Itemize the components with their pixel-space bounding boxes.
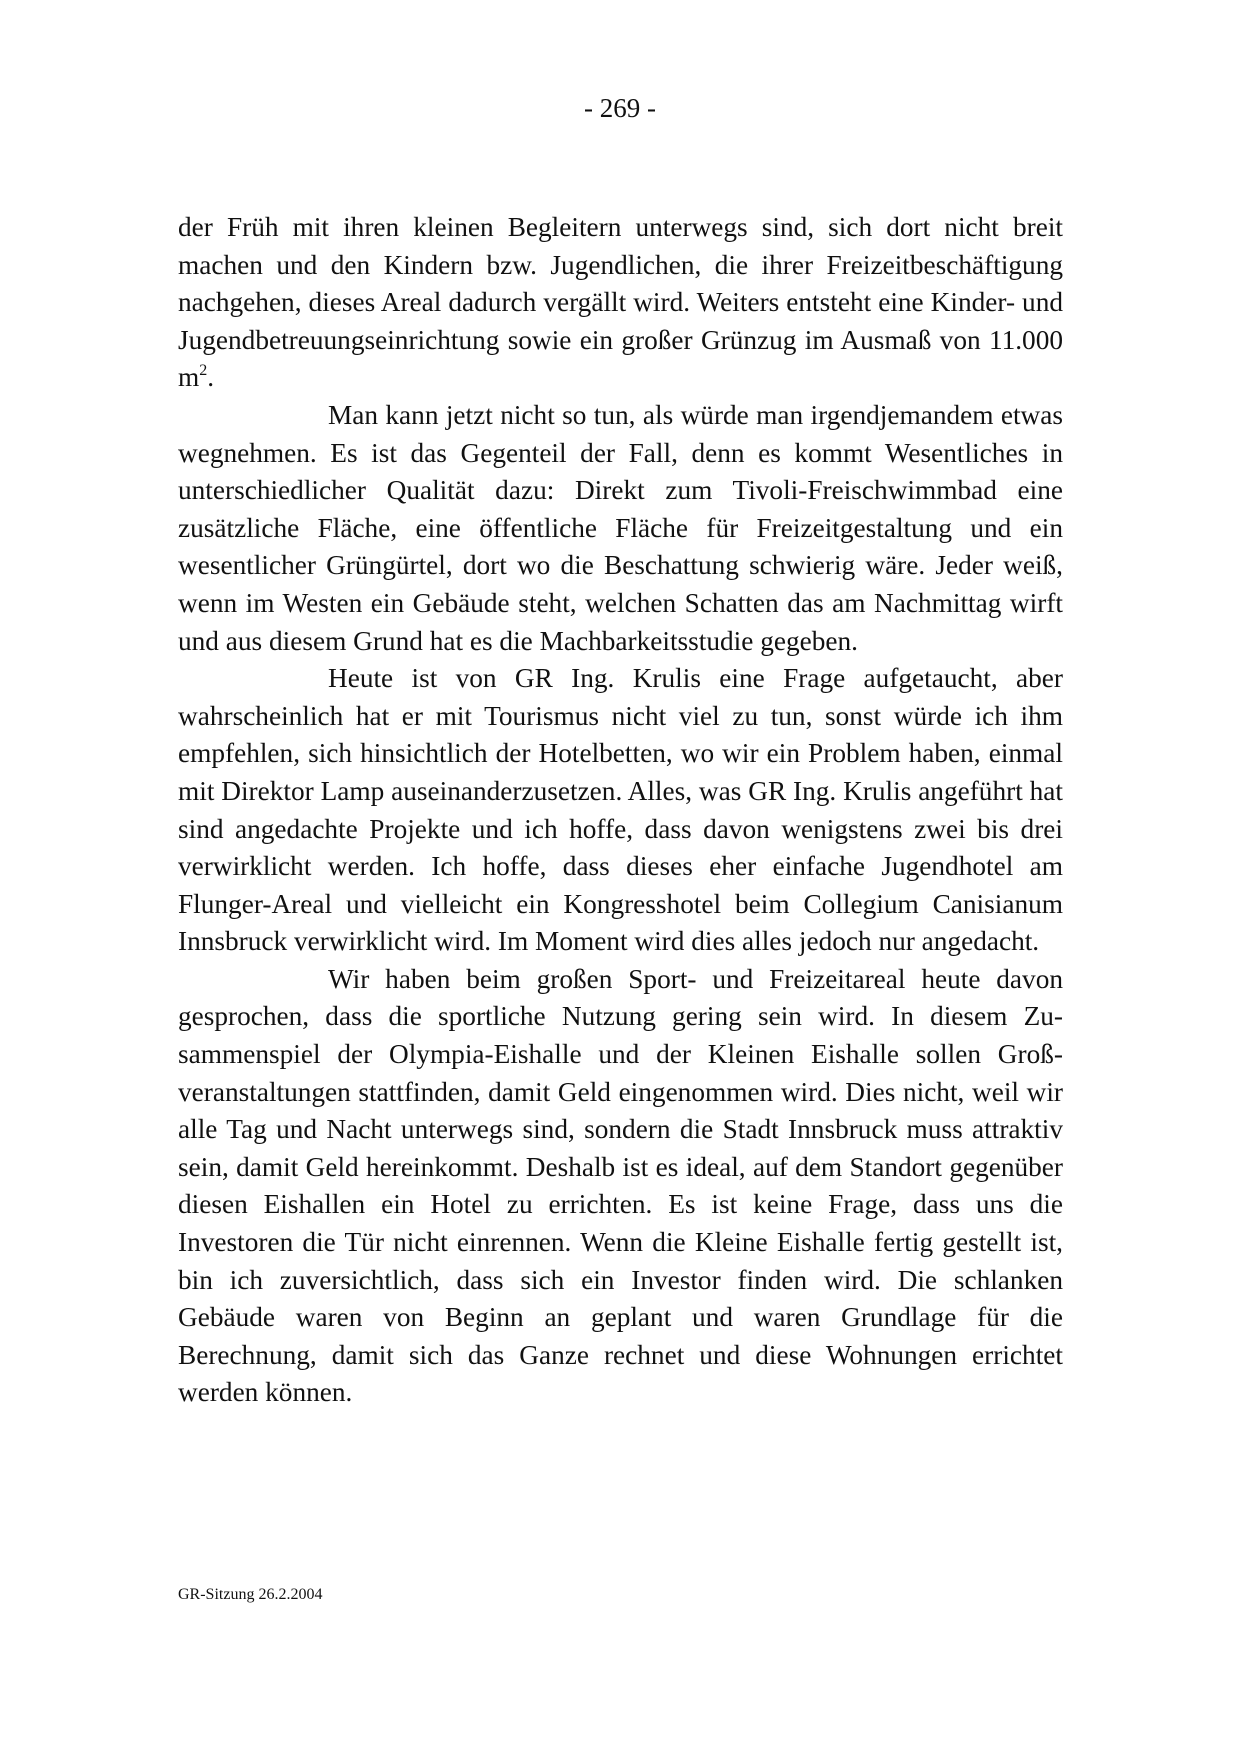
paragraph-continuation [178, 209, 1063, 397]
page-number: - 269 - [584, 93, 656, 123]
superscript-exponent: 2 [199, 362, 208, 380]
paragraph-tail: . [207, 362, 215, 393]
paragraph: Wir haben beim großen Sport- und Freizeitareal heute davon gesprochen, dass die sportliche Nutzung gering sein wird. In diesem Zusammenspiel der Olympia-Eishalle und der Kleinen Eishalle sollen Großveranstaltungen stattfinden, damit Geld eingenommen wird. Dies nicht, weil wir alle Tag und Nacht unterwegs sind, sondern die Stadt Innsbruck muss attraktiv sein, damit Geld hereinkommt. Deshalb ist es ideal, auf dem Standort gegenüber diesen Eishallen ein Hotel zu errichten. Es ist keine Frage, dass uns die Investoren die Tür nicht einrennen. Wenn die Kleine Eishalle fertig gestellt ist, bin ich zuversichtlich, dass sich ein Investor finden wird. Die schlanken Gebäude waren von Beginn an geplant und waren Grundlage für die Berechnung, damit sich das Ganze rechnet und diese Wohnungen errichtet werden können. [178, 963, 1063, 1408]
body-text [178, 209, 1063, 1412]
footer-session-label: GR-Sitzung 26.2.2004 [178, 1586, 323, 1603]
paragraph: Man kann jetzt nicht so tun, als würde man irgendjemandem etwas wegnehmen. Es ist das Gegenteil der Fall, denn es kommt Wesentliches in unterschiedlicher Qualität dazu: Direkt zum Tivoli-Freischwimmbad eine zusätzliche Fläche, eine öffentliche Fläche für Freizeitgestaltung und ein wesentlicher Grüngürtel, dort wo die Beschattung schwierig wäre. Jeder weiß, wenn im Westen ein Gebäude steht, welchen Schatten das am Nachmittag wirft und aus diesem Grund hat es die Machbarkeitsstudie gegeben. [178, 399, 1063, 656]
paragraph: Heute ist von GR Ing. Krulis eine Frage aufgetaucht, aber wahrscheinlich hat er mit Tourismus nicht viel zu tun, sonst würde ich ihm empfehlen, sich hinsichtlich der Hotelbetten, wo wir ein Problem haben, einmal mit Direktor Lamp auseinanderzusetzen. Alles, was GR Ing. Krulis angeführt hat sind angedachte Projekte und ich hoffe, dass davon wenigstens zwei bis drei verwirklicht werden. Ich hoffe, dass dieses eher einfache Jugendhotel am Flunger-Areal und vielleicht ein Kongresshotel beim Collegium Canisianum Innsbruck verwirklicht wird. Im Moment wird dies alles jedoch nur angedacht. [178, 663, 1063, 957]
paragraph-text: der Früh mit ihren kleinen Begleitern unterwegs sind, sich dort nicht breit machen und den Kindern bzw. Jugendlichen, die ihrer Freizeitbeschäftigung nachgehen, dieses Areal dadurch vergällt wird. Weiters entsteht eine Kinder- und Jugendbetreuungseinrichtung sowie ein großer Grünzug im Ausmaß von 11.000 m [178, 212, 1063, 393]
